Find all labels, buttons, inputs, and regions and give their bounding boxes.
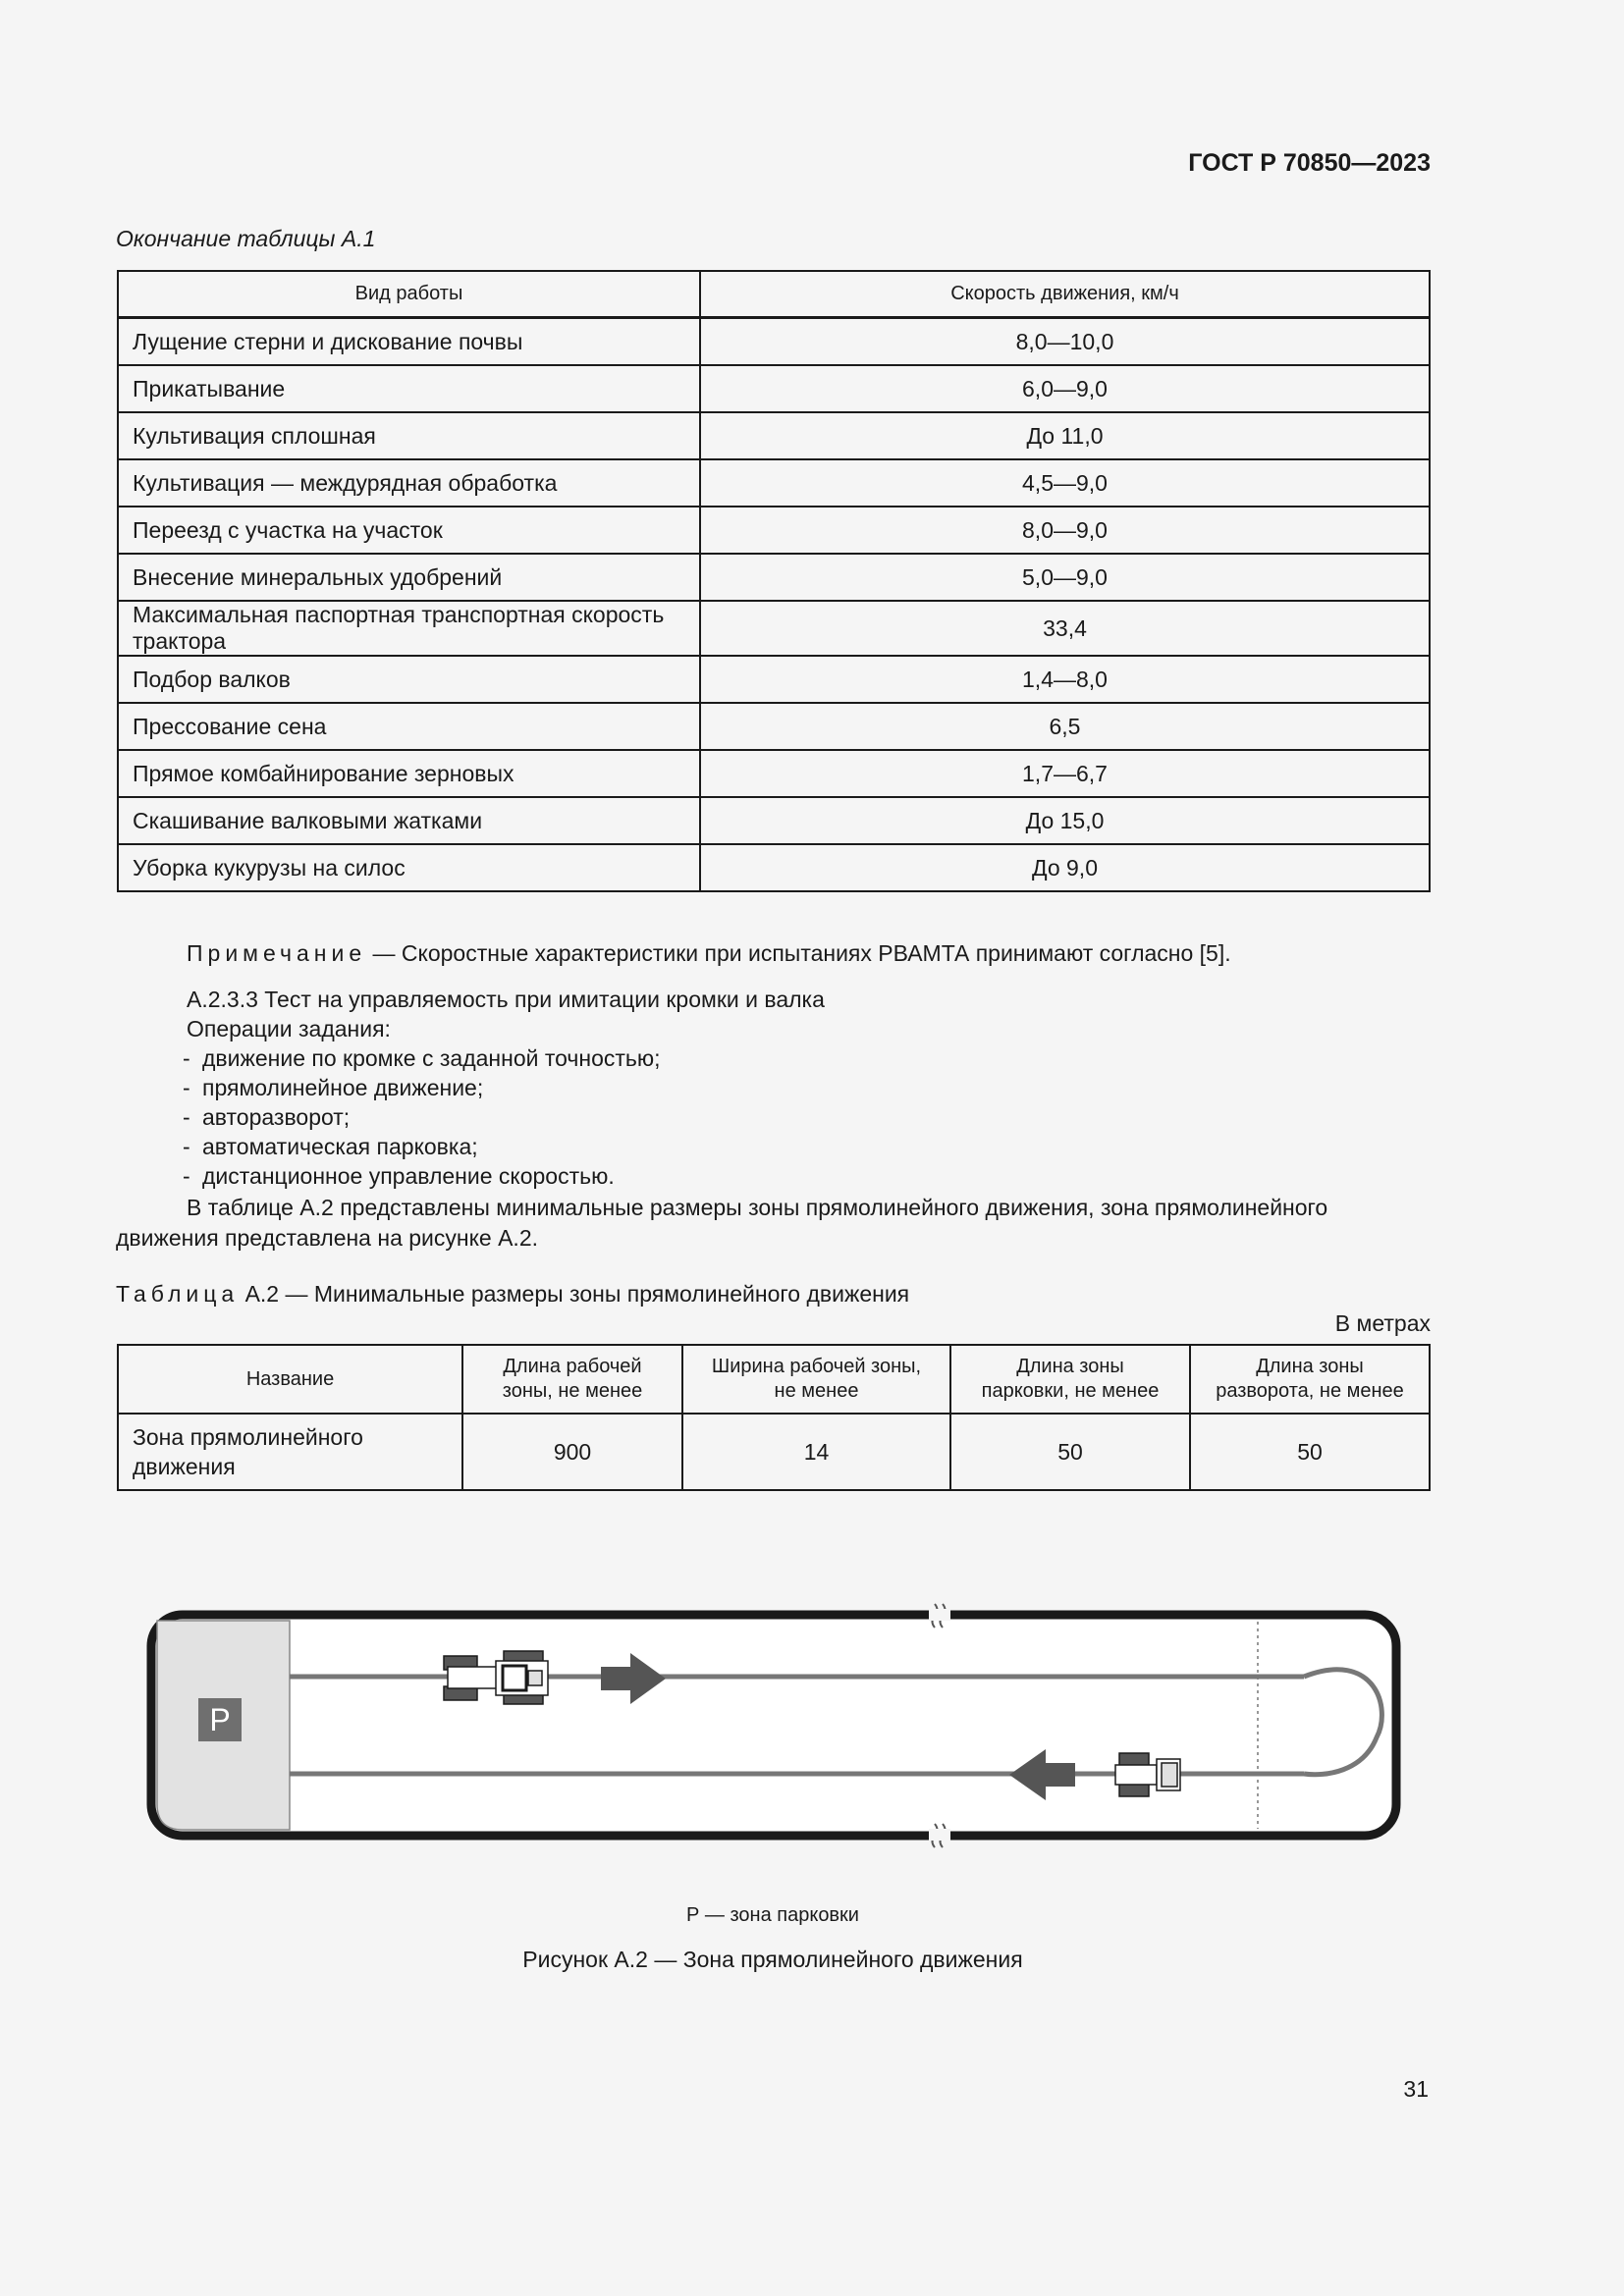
work-type-cell: Внесение минеральных удобрений: [118, 554, 700, 601]
speed-cell: 33,4: [700, 601, 1430, 656]
straight-motion-zone-figure: [137, 1590, 1414, 1855]
note-label: Примечание: [187, 940, 367, 966]
paragraph-line-1: В таблице А.2 представлены минимальные размеры зоны прямолинейного движения, зона прямолинейного: [187, 1195, 1328, 1220]
col-header-work-length: Длина рабочей зоны, не менее: [462, 1345, 682, 1414]
table2-units: В метрах: [1334, 1310, 1431, 1336]
figure-legend: Р — зона парковки: [686, 1904, 859, 1926]
work-type-cell: Переезд с участка на участок: [118, 507, 700, 554]
speed-cell: До 9,0: [700, 844, 1430, 891]
page-number: 31: [1403, 2076, 1429, 2102]
table-row: [118, 797, 1430, 844]
note-text: — Скоростные характеристики при испытаниях РВАМТА принимают согласно [5].: [366, 940, 1231, 966]
col-header-parking-length: Длина зоны парковки, не менее: [950, 1345, 1190, 1414]
speed-cell: 1,7—6,7: [700, 750, 1430, 797]
speed-cell: 6,0—9,0: [700, 365, 1430, 412]
zone-outline: [151, 1615, 1396, 1836]
table-row: [118, 656, 1430, 703]
table-note: [187, 940, 1231, 967]
list-item: - авторазворот;: [183, 1104, 351, 1130]
speed-cell: 6,5: [700, 703, 1430, 750]
table-row: [118, 750, 1430, 797]
parking-length-cell: 50: [950, 1414, 1190, 1490]
parking-sign-letter: P: [209, 1702, 231, 1737]
speed-table: [117, 270, 1431, 892]
work-type-cell: Культивация сплошная: [118, 412, 700, 459]
work-width-cell: 14: [682, 1414, 950, 1490]
col-header-turn-length: Длина зоны разворота, не менее: [1190, 1345, 1430, 1414]
work-type-cell: Прессование сена: [118, 703, 700, 750]
operations-list: [183, 1043, 661, 1191]
table-row: [118, 365, 1430, 412]
section-heading: А.2.3.3 Тест на управляемость при имитации кромки и валка: [187, 987, 825, 1012]
col-header-work-width: Ширина рабочей зоны, не менее: [682, 1345, 950, 1414]
col-header-work-type: Вид работы: [118, 271, 700, 318]
speed-cell: 4,5—9,0: [700, 459, 1430, 507]
work-length-cell: 900: [462, 1414, 682, 1490]
work-type-cell: Максимальная паспортная транспортная скорость трактора: [118, 601, 700, 656]
table-row: [118, 459, 1430, 507]
turn-length-cell: 50: [1190, 1414, 1430, 1490]
operations-title: Операции задания:: [187, 1016, 391, 1041]
table-row: [118, 554, 1430, 601]
table2-title-text: А.2 — Минимальные размеры зоны прямолинейного движения: [239, 1281, 910, 1307]
table-row: [118, 412, 1430, 459]
col-header-name: Название: [118, 1345, 462, 1414]
work-type-cell: Уборка кукурузы на силос: [118, 844, 700, 891]
table-row: [118, 507, 1430, 554]
table-row: [118, 318, 1430, 366]
tractor-bottom: [1115, 1753, 1180, 1796]
speed-cell: 8,0—10,0: [700, 318, 1430, 366]
table-continuation-label: Окончание таблицы А.1: [116, 226, 376, 251]
speed-table-body: [118, 318, 1430, 892]
list-item: - движение по кромке с заданной точностью;: [183, 1045, 661, 1071]
speed-cell: 8,0—9,0: [700, 507, 1430, 554]
table-row: [118, 601, 1430, 656]
list-item: - автоматическая парковка;: [183, 1134, 478, 1159]
speed-cell: До 11,0: [700, 412, 1430, 459]
list-item: - дистанционное управление скоростью.: [183, 1163, 615, 1189]
speed-cell: 1,4—8,0: [700, 656, 1430, 703]
col-header-speed: Скорость движения, км/ч: [700, 271, 1430, 318]
zone-name-cell: Зона прямолинейного движения: [118, 1414, 462, 1490]
paragraph-line-2: движения представлена на рисунке А.2.: [116, 1225, 539, 1251]
speed-cell: До 15,0: [700, 797, 1430, 844]
work-type-cell: Прямое комбайнирование зерновых: [118, 750, 700, 797]
table-row: [118, 1414, 1430, 1490]
table-row: [118, 703, 1430, 750]
table2-title: [116, 1279, 909, 1308]
work-type-cell: Подбор валков: [118, 656, 700, 703]
work-type-cell: Прикатывание: [118, 365, 700, 412]
zone-size-table: [117, 1344, 1431, 1491]
standard-number: ГОСТ Р 70850—2023: [1188, 149, 1431, 177]
work-type-cell: Лущение стерни и дискование почвы: [118, 318, 700, 366]
work-type-cell: Культивация — междурядная обработка: [118, 459, 700, 507]
work-type-cell: Скашивание валковыми жатками: [118, 797, 700, 844]
figure-caption: Рисунок А.2 — Зона прямолинейного движения: [522, 1947, 1023, 1972]
table-row: [118, 844, 1430, 891]
table2-label: Таблица: [116, 1281, 240, 1307]
list-item: - прямолинейное движение;: [183, 1075, 484, 1100]
speed-cell: 5,0—9,0: [700, 554, 1430, 601]
